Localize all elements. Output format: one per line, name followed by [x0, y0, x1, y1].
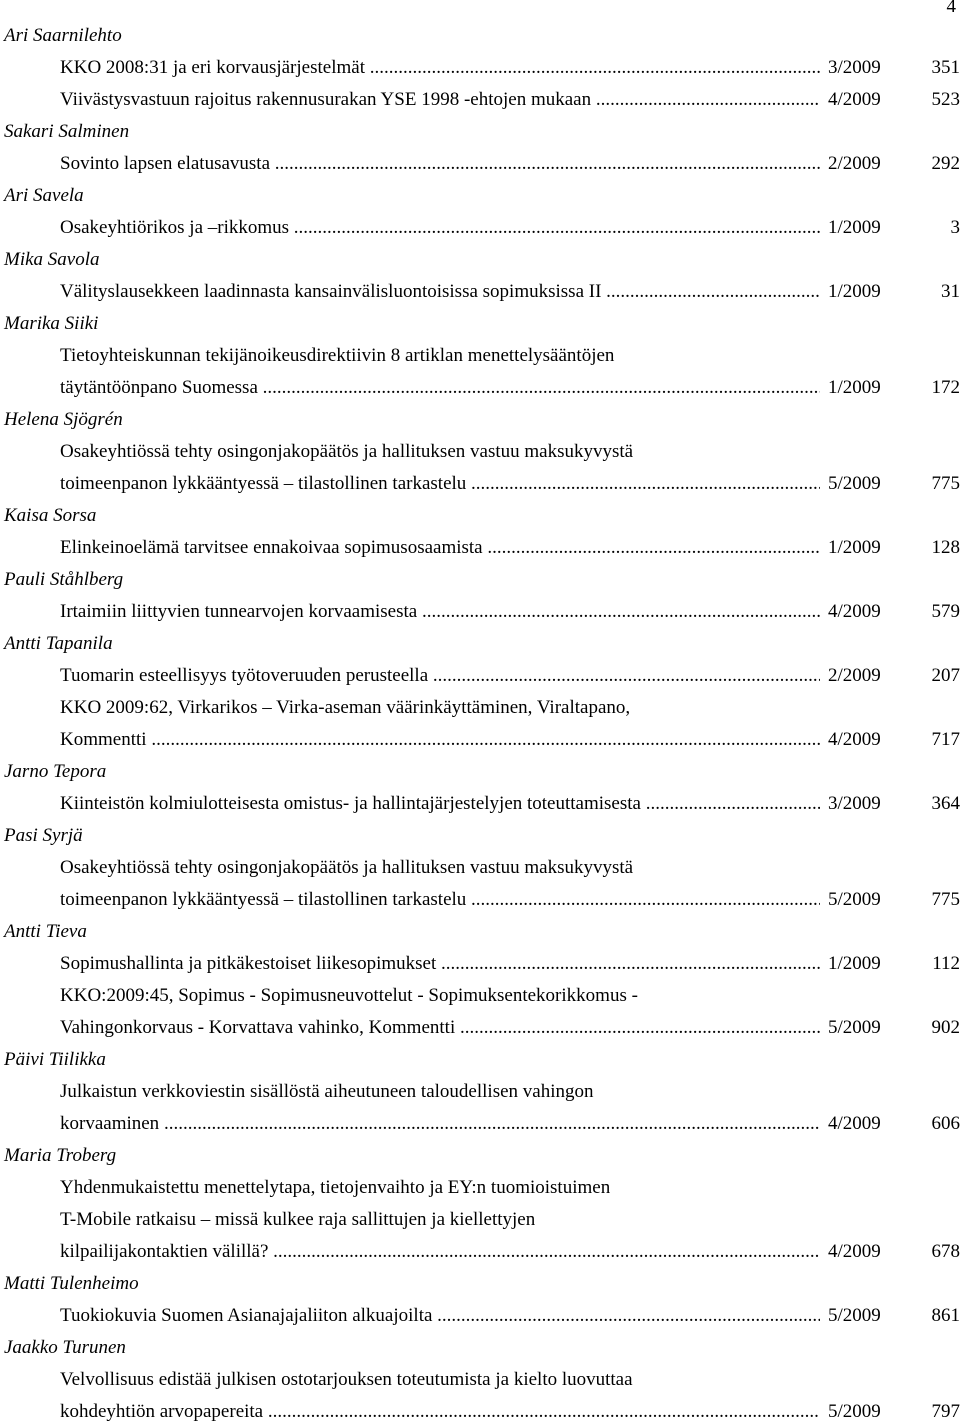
- index-entry: [60, 1172, 960, 1268]
- entry-title-last-line: [60, 1300, 960, 1332]
- entry-title-last-line: [60, 1236, 960, 1268]
- entry-title: Irtaimiin liittyvien tunnearvojen korvaamisesta .....: [60, 596, 820, 628]
- entry-title: Tuomarin esteellisyys työtoveruuden perusteella .....: [60, 660, 820, 692]
- issue-number: 2/2009: [820, 660, 942, 692]
- entry-title-last-line: [60, 1108, 960, 1140]
- issue-number: 5/2009: [820, 1012, 942, 1044]
- page-reference: 717: [931, 729, 960, 750]
- author-name: Helena Sjögrén: [4, 409, 123, 430]
- page-reference: 364: [931, 793, 960, 814]
- entry-title-last-line: [60, 532, 960, 564]
- issue-number: 3/2009: [820, 52, 942, 84]
- index-entry: [60, 340, 960, 404]
- author-name: Päivi Tiilikka: [4, 1049, 106, 1070]
- index-entry: [60, 84, 960, 116]
- index-entry: [60, 948, 960, 980]
- page-reference: 775: [931, 473, 960, 494]
- author-name: Ari Savela: [4, 185, 84, 206]
- author-name: Pasi Syrjä: [4, 825, 83, 846]
- issue-number: 5/2009: [820, 884, 942, 916]
- page-reference: 902: [931, 1017, 960, 1038]
- entry-title-line: Julkaistun verkkoviestin sisällöstä aiheutuneen taloudellisen vahingon: [60, 1081, 594, 1102]
- index-entry: [60, 596, 960, 628]
- author-index: [0, 20, 960, 1428]
- issue-number: 4/2009: [820, 84, 942, 116]
- issue-number: 2/2009: [820, 148, 942, 180]
- issue-number: 1/2009: [820, 276, 942, 308]
- author-name: Jaakko Turunen: [4, 1337, 126, 1358]
- entry-title-last-line: [60, 468, 960, 500]
- issue-number: 5/2009: [820, 468, 942, 500]
- issue-number: 3/2009: [820, 788, 942, 820]
- page-reference: 606: [931, 1113, 960, 1134]
- entry-title-last-line: [60, 660, 960, 692]
- entry-title: Osakeyhtiörikos ja –rikkomus .....: [60, 212, 820, 244]
- entry-title-line: Osakeyhtiössä tehty osingonjakopäätös ja hallituksen vastuu maksukyvystä: [60, 441, 634, 462]
- entry-title-line: KKO 2009:62, Virkarikos – Virka-aseman väärinkäyttäminen, Viraltapano,: [60, 697, 631, 718]
- issue-number: 1/2009: [820, 948, 942, 980]
- page-reference: 861: [931, 1305, 960, 1326]
- entry-title-line: Tietoyhteiskunnan tekijänoikeusdirektiivin 8 artiklan menettelysääntöjen: [60, 345, 615, 366]
- issue-number: 1/2009: [820, 532, 942, 564]
- entry-title: täytäntöönpano Suomessa .....: [60, 372, 820, 404]
- entry-title: korvaaminen .....: [60, 1108, 820, 1140]
- page-reference: 128: [931, 537, 960, 558]
- author-name: Maria Troberg: [4, 1145, 117, 1166]
- page-reference: 292: [931, 153, 960, 174]
- entry-title-line: T-Mobile ratkaisu – missä kulkee raja sallittujen ja kiellettyjen: [60, 1209, 536, 1230]
- page-number: 4: [946, 0, 956, 17]
- author-name: Mika Savola: [4, 249, 100, 270]
- entry-title: Vahingonkorvaus - Korvattava vahinko, Kommentti .....: [60, 1012, 820, 1044]
- entry-title: Sopimushallinta ja pitkäkestoiset liikesopimukset .....: [60, 948, 820, 980]
- entry-title-last-line: [60, 724, 960, 756]
- entry-title-last-line: [60, 52, 960, 84]
- entry-title-last-line: [60, 884, 960, 916]
- author-name: Jarno Tepora: [4, 761, 107, 782]
- author-name: Antti Tieva: [4, 921, 87, 942]
- page-reference: 797: [931, 1401, 960, 1422]
- entry-title: Viivästysvastuun rajoitus rakennusurakan YSE 1998 -ehtojen mukaan .....: [60, 84, 820, 116]
- author-name: Kaisa Sorsa: [4, 505, 97, 526]
- issue-number: 4/2009: [820, 1236, 942, 1268]
- entry-title: toimeenpanon lykkääntyessä – tilastollinen tarkastelu .....: [60, 468, 820, 500]
- issue-number: 5/2009: [820, 1396, 942, 1428]
- index-entry: [60, 1364, 960, 1428]
- entry-title-last-line: [60, 372, 960, 404]
- entry-title-line: Velvollisuus edistää julkisen ostotarjouksen toteutumista ja kielto luovuttaa: [60, 1369, 633, 1390]
- issue-number: 4/2009: [820, 596, 942, 628]
- entry-title-last-line: [60, 788, 960, 820]
- index-entry: [60, 276, 960, 308]
- page-reference: 579: [931, 601, 960, 622]
- entry-title-last-line: [60, 1396, 960, 1428]
- index-entry: [60, 436, 960, 500]
- index-entry: [60, 1076, 960, 1140]
- index-entry: [60, 980, 960, 1044]
- index-entry: [60, 660, 960, 692]
- issue-number: 4/2009: [820, 724, 942, 756]
- entry-title-last-line: [60, 948, 960, 980]
- entry-title-last-line: [60, 1012, 960, 1044]
- entry-title: Elinkeinoelämä tarvitsee ennakoivaa sopimusosaamista .....: [60, 532, 820, 564]
- page-reference: 3: [950, 217, 960, 238]
- entry-title: Kommentti .....: [60, 724, 820, 756]
- entry-title-line: KKO:2009:45, Sopimus - Sopimusneuvottelut - Sopimuksentekorikkomus -: [60, 985, 638, 1006]
- entry-title: Sovinto lapsen elatusavusta .....: [60, 148, 820, 180]
- author-name: Sakari Salminen: [4, 121, 130, 142]
- entry-title: KKO 2008:31 ja eri korvausjärjestelmät .....: [60, 52, 820, 84]
- index-entry: [60, 788, 960, 820]
- entry-title-last-line: [60, 596, 960, 628]
- author-name: Antti Tapanila: [4, 633, 113, 654]
- author-name: Ari Saarnilehto: [4, 25, 122, 46]
- entry-title-last-line: [60, 148, 960, 180]
- index-entry: [60, 1300, 960, 1332]
- entry-title-line: Yhdenmukaistettu menettelytapa, tietojenvaihto ja EY:n tuomioistuimen: [60, 1177, 611, 1198]
- entry-title-line: Osakeyhtiössä tehty osingonjakopäätös ja hallituksen vastuu maksukyvystä: [60, 857, 634, 878]
- entry-title: toimeenpanon lykkääntyessä – tilastollinen tarkastelu .....: [60, 884, 820, 916]
- issue-number: 4/2009: [820, 1108, 942, 1140]
- index-entry: [60, 52, 960, 84]
- entry-title: kohdeyhtiön arvopapereita .....: [60, 1396, 820, 1428]
- entry-title: Tuokiokuvia Suomen Asianajajaliiton alkuajoilta .....: [60, 1300, 820, 1332]
- page-reference: 172: [931, 377, 960, 398]
- issue-number: 1/2009: [820, 372, 942, 404]
- page-reference: 351: [931, 57, 960, 78]
- index-entry: [60, 148, 960, 180]
- issue-number: 5/2009: [820, 1300, 942, 1332]
- page-reference: 31: [941, 281, 960, 302]
- entry-title: Kiinteistön kolmiulotteisesta omistus- ja hallintajärjestelyjen toteuttamisesta .....: [60, 788, 820, 820]
- entry-title: kilpailijakontaktien välillä? .....: [60, 1236, 820, 1268]
- entry-title-last-line: [60, 212, 960, 244]
- page-reference: 112: [932, 953, 960, 974]
- author-name: Matti Tulenheimo: [4, 1273, 139, 1294]
- page-reference: 678: [931, 1241, 960, 1262]
- page-reference: 523: [931, 89, 960, 110]
- page-reference: 207: [931, 665, 960, 686]
- index-entry: [60, 212, 960, 244]
- issue-number: 1/2009: [820, 212, 942, 244]
- index-entry: [60, 852, 960, 916]
- entry-title-last-line: [60, 276, 960, 308]
- author-name: Pauli Ståhlberg: [4, 569, 124, 590]
- index-entry: [60, 692, 960, 756]
- index-entry: [60, 532, 960, 564]
- entry-title-last-line: [60, 84, 960, 116]
- author-name: Marika Siiki: [4, 313, 99, 334]
- entry-title: Välityslausekkeen laadinnasta kansainvälisluontoisissa sopimuksissa II .....: [60, 276, 820, 308]
- page-reference: 775: [931, 889, 960, 910]
